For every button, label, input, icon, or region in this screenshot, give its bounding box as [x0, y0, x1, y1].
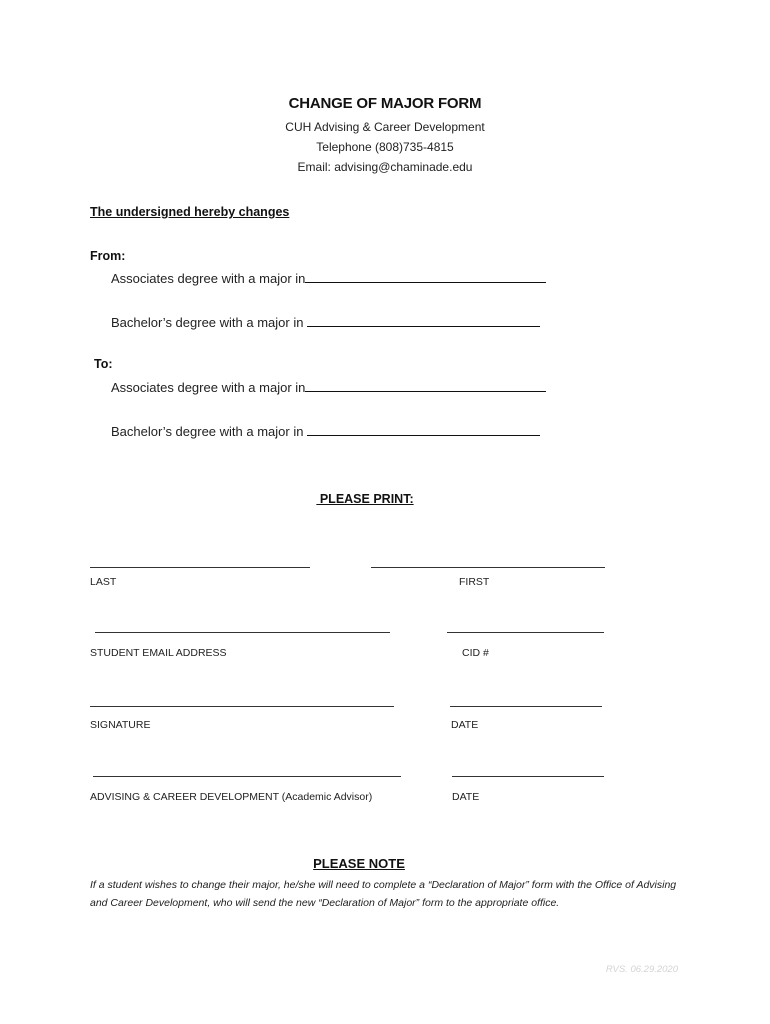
from-bachelors-blank[interactable] — [307, 314, 540, 327]
please-print-heading: PLEASE PRINT: — [316, 492, 414, 506]
student-email-label: STUDENT EMAIL ADDRESS — [90, 647, 227, 659]
student-email-field[interactable] — [95, 632, 390, 633]
first-name-field[interactable] — [371, 567, 605, 568]
form-title: CHANGE OF MAJOR FORM — [288, 95, 482, 112]
cid-field[interactable] — [447, 632, 604, 633]
to-associates-blank[interactable] — [305, 379, 546, 392]
from-bachelors-label: Bachelor’s degree with a major in — [111, 315, 308, 330]
to-label: To: — [94, 357, 113, 371]
advisor-label: ADVISING & CAREER DEVELOPMENT (Academic Advisor) — [90, 791, 373, 803]
from-label: From: — [90, 249, 126, 263]
cid-label: CID # — [462, 647, 489, 659]
advisor-date-field[interactable] — [452, 776, 604, 777]
telephone-line: Telephone (808)735-4815 — [316, 140, 454, 154]
signature-label: SIGNATURE — [90, 719, 151, 731]
advisor-signature-field[interactable] — [93, 776, 401, 777]
last-name-field[interactable] — [90, 567, 310, 568]
email-line: Email: advising@chaminade.edu — [297, 160, 473, 174]
to-associates-label: Associates degree with a major in — [111, 380, 306, 395]
from-associates-row — [111, 270, 546, 286]
first-name-label: FIRST — [459, 576, 490, 588]
please-note-heading: PLEASE NOTE — [313, 856, 405, 871]
to-associates-row — [111, 379, 546, 395]
to-bachelors-row — [111, 423, 540, 439]
signature-date-field[interactable] — [450, 706, 602, 707]
signature-date-label: DATE — [451, 719, 479, 731]
from-bachelors-row — [111, 314, 540, 330]
from-associates-blank[interactable] — [305, 270, 546, 283]
department-name: CUH Advising & Career Development — [285, 120, 485, 134]
revision-stamp: RVS. 06.29.2020 — [605, 964, 678, 975]
to-bachelors-label: Bachelor’s degree with a major in — [111, 424, 308, 439]
note-text: If a student wishes to change their major, he/she will need to complete a “Declaration of Major” form with the Office of Advising and Career Development, who will send the new “Declaration of Major” form to the appropriate office. — [90, 879, 677, 909]
last-name-label: LAST — [90, 576, 117, 588]
signature-field[interactable] — [90, 706, 394, 707]
from-associates-label: Associates degree with a major in — [111, 271, 306, 286]
to-bachelors-blank[interactable] — [307, 423, 540, 436]
advisor-date-label: DATE — [452, 791, 480, 803]
intro-heading: The undersigned hereby changes — [90, 205, 290, 219]
